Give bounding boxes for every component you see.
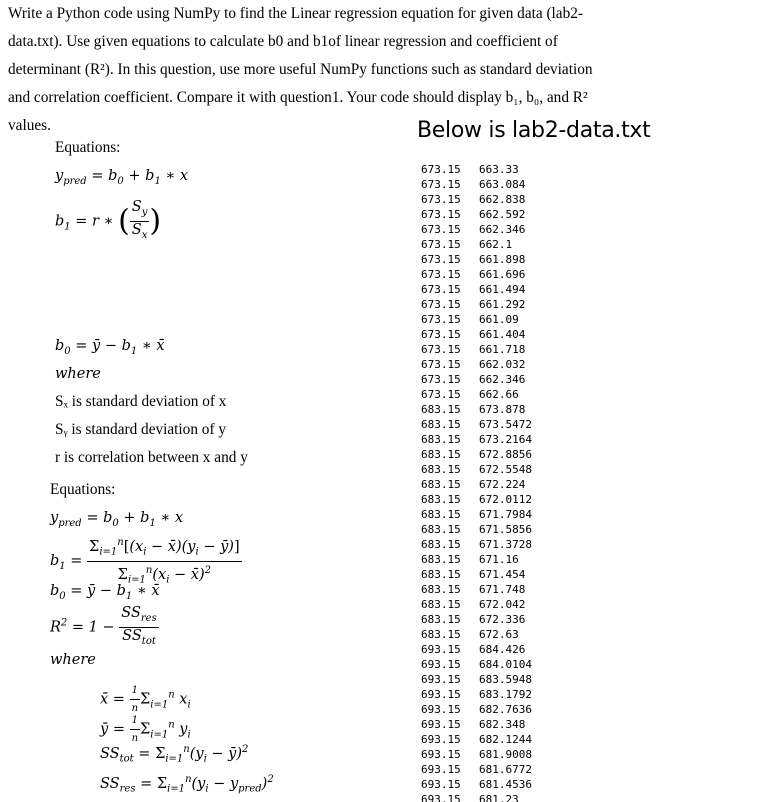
data-row <box>421 312 559 327</box>
data-y-value: 672.042 <box>479 598 526 611</box>
data-x-value: 683.15 <box>421 433 461 446</box>
data-x-value: 693.15 <box>421 703 461 716</box>
data-x-value: 673.15 <box>421 388 461 401</box>
data-row <box>421 357 559 372</box>
section1-heading: Equations: <box>55 139 121 156</box>
data-x-value: 693.15 <box>421 733 461 746</box>
data-x-value: 693.15 <box>421 793 461 802</box>
data-x-value: 693.15 <box>421 658 461 671</box>
data-y-value: 661.09 <box>479 313 519 326</box>
data-y-value: 661.292 <box>479 298 526 311</box>
data-x-value: 673.15 <box>421 373 461 386</box>
data-x-value: 683.15 <box>421 403 461 416</box>
data-row <box>421 642 559 657</box>
data-row <box>421 507 559 522</box>
data-row <box>421 552 559 567</box>
data-row <box>421 492 559 507</box>
data-y-value: 684.426 <box>479 643 526 656</box>
data-y-value: 681.4536 <box>479 778 532 791</box>
data-row <box>421 537 559 552</box>
data-y-value: 662.346 <box>479 223 526 236</box>
data-x-value: 693.15 <box>421 718 461 731</box>
data-row <box>421 327 559 342</box>
data-x-value: 683.15 <box>421 598 461 611</box>
data-x-value: 683.15 <box>421 628 461 641</box>
section1-eq-b0: $b_0$ = ȳ − $b_1$ ∗ x̄ <box>55 338 165 357</box>
data-row <box>421 462 559 477</box>
data-y-value: 672.0112 <box>479 493 532 506</box>
data-x-value: 673.15 <box>421 298 461 311</box>
data-y-value: 673.5472 <box>479 418 532 431</box>
data-row <box>421 417 559 432</box>
data-row <box>421 747 559 762</box>
data-x-value: 693.15 <box>421 748 461 761</box>
data-x-value: 673.15 <box>421 358 461 371</box>
section1-def-sx: Sₓ is standard deviation of x <box>55 393 227 410</box>
data-x-value: 683.15 <box>421 583 461 596</box>
data-row <box>421 252 559 267</box>
data-y-value: 663.33 <box>479 163 519 176</box>
section2-eq-ybar: ȳ = $\frac{1}{n}$ $\Sigma_{i=1}^n$ $y_i$ <box>100 712 191 747</box>
data-x-value: 673.15 <box>421 328 461 341</box>
data-y-value: 661.898 <box>479 253 526 266</box>
data-y-value: 671.7984 <box>479 508 532 521</box>
data-x-value: 693.15 <box>421 763 461 776</box>
data-y-value: 672.5548 <box>479 463 532 476</box>
data-row <box>421 342 559 357</box>
question-line: Write a Python code using NumPy to find the Linear regression equation for given data (lab2- <box>8 5 583 22</box>
data-row <box>421 777 559 792</box>
data-y-value: 672.63 <box>479 628 519 641</box>
data-x-value: 683.15 <box>421 568 461 581</box>
section1-eq-ypred: $y_{pred} = b_0 + b_1$ ∗ x <box>55 168 189 187</box>
section2-eq-xbar: x̄ = $\frac{1}{n}$ $\Sigma_{i=1}^n$ $x_i$ <box>100 682 191 717</box>
data-x-value: 673.15 <box>421 208 461 221</box>
section2-heading: Equations: <box>50 481 116 498</box>
data-x-value: 693.15 <box>421 778 461 791</box>
data-y-value: 673.878 <box>479 403 526 416</box>
data-y-value: 661.718 <box>479 343 526 356</box>
data-row <box>421 792 559 802</box>
dataset-title: Below is lab2-data.txt <box>417 118 651 143</box>
section1-where: where <box>55 366 101 382</box>
data-row <box>421 717 559 732</box>
data-row <box>421 222 559 237</box>
section2-eq-sstot: $SS_{tot} = \Sigma_{i=1}^n(y_i$ − ȳ)$^2$ <box>100 744 249 765</box>
data-y-value: 671.3728 <box>479 538 532 551</box>
data-y-value: 662.66 <box>479 388 519 401</box>
data-x-value: 673.15 <box>421 313 461 326</box>
data-x-value: 683.15 <box>421 523 461 536</box>
data-y-value: 663.084 <box>479 178 526 191</box>
section2-eq-r2: $R^2 = 1$ − $\frac{SS_{res}}{SS_{tot}}$ <box>50 605 157 647</box>
data-x-value: 673.15 <box>421 223 461 236</box>
data-y-value: 661.494 <box>479 283 526 296</box>
data-x-value: 673.15 <box>421 268 461 281</box>
data-x-value: 673.15 <box>421 253 461 266</box>
data-x-value: 673.15 <box>421 163 461 176</box>
data-y-value: 661.404 <box>479 328 526 341</box>
data-y-value: 684.0104 <box>479 658 532 671</box>
data-y-value: 672.224 <box>479 478 526 491</box>
data-row <box>421 372 559 387</box>
data-y-value: 682.1244 <box>479 733 532 746</box>
data-y-value: 662.592 <box>479 208 526 221</box>
data-y-value: 681.6772 <box>479 763 532 776</box>
data-row <box>421 267 559 282</box>
data-x-value: 673.15 <box>421 283 461 296</box>
data-row <box>421 597 559 612</box>
data-x-value: 683.15 <box>421 553 461 566</box>
data-row <box>421 282 559 297</box>
data-row <box>421 612 559 627</box>
data-y-value: 671.5856 <box>479 523 532 536</box>
data-x-value: 683.15 <box>421 538 461 551</box>
dataset-table <box>421 162 559 802</box>
data-row <box>421 522 559 537</box>
section2-eq-b1: $b_1$ = $\frac{\Sigma_{i=1}^n[(x_i - x̄)(y_i - ȳ)]}{\Sigma_{i=1}^n(x_i - x̄)^2}$ <box>50 534 242 588</box>
data-row <box>421 702 559 717</box>
question-line: values. <box>8 117 51 134</box>
data-x-value: 683.15 <box>421 478 461 491</box>
data-row <box>421 672 559 687</box>
data-row <box>421 582 559 597</box>
data-y-value: 673.2164 <box>479 433 532 446</box>
data-y-value: 682.7636 <box>479 703 532 716</box>
data-row <box>421 297 559 312</box>
data-y-value: 671.748 <box>479 583 526 596</box>
data-x-value: 683.15 <box>421 418 461 431</box>
data-y-value: 681.23 <box>479 793 519 802</box>
data-y-value: 672.336 <box>479 613 526 626</box>
data-x-value: 683.15 <box>421 463 461 476</box>
data-x-value: 683.15 <box>421 493 461 506</box>
data-y-value: 662.346 <box>479 373 526 386</box>
section2-where: where <box>50 652 96 668</box>
data-row <box>421 192 559 207</box>
data-x-value: 673.15 <box>421 238 461 251</box>
data-x-value: 683.15 <box>421 508 461 521</box>
data-row <box>421 567 559 582</box>
data-x-value: 673.15 <box>421 343 461 356</box>
section1-def-r: r is correlation between x and y <box>55 449 248 466</box>
data-row <box>421 657 559 672</box>
data-x-value: 683.15 <box>421 613 461 626</box>
section1-def-sy: Sᵧ is standard deviation of y <box>55 421 227 438</box>
data-row <box>421 177 559 192</box>
data-row <box>421 732 559 747</box>
data-y-value: 671.16 <box>479 553 519 566</box>
data-x-value: 673.15 <box>421 193 461 206</box>
data-x-value: 693.15 <box>421 688 461 701</box>
data-x-value: 693.15 <box>421 673 461 686</box>
section1-eq-b1: $b_1 = r$ ∗ ( $\frac{S_y}{S_x}$ ) <box>55 199 162 241</box>
data-y-value: 681.9008 <box>479 748 532 761</box>
data-row <box>421 762 559 777</box>
data-y-value: 662.032 <box>479 358 526 371</box>
data-row <box>421 432 559 447</box>
data-y-value: 683.5948 <box>479 673 532 686</box>
question-line: determinant (R²). In this question, use more useful NumPy functions such as standard deviation <box>8 61 593 78</box>
data-row <box>421 687 559 702</box>
data-row <box>421 477 559 492</box>
data-y-value: 672.8856 <box>479 448 532 461</box>
data-row <box>421 447 559 462</box>
data-y-value: 671.454 <box>479 568 526 581</box>
section2-eq-ssres: $SS_{res} = \Sigma_{i=1}^n(y_i - y_{pred})^2$ <box>100 774 274 795</box>
data-row <box>421 207 559 222</box>
data-row <box>421 387 559 402</box>
data-row <box>421 402 559 417</box>
question-line: data.txt). Use given equations to calculate b0 and b1of linear regression and coefficient of <box>8 33 558 50</box>
data-y-value: 683.1792 <box>479 688 532 701</box>
data-y-value: 682.348 <box>479 718 526 731</box>
question-line: and correlation coefficient. Compare it with question1. Your code should display b₁, b₀, and R² <box>8 89 588 106</box>
section2-eq-ypred: $y_{pred} = b_0 + b_1$ ∗ x <box>50 510 184 529</box>
data-x-value: 693.15 <box>421 643 461 656</box>
data-y-value: 661.696 <box>479 268 526 281</box>
data-y-value: 662.1 <box>479 238 513 251</box>
data-x-value: 683.15 <box>421 448 461 461</box>
data-row <box>421 162 559 177</box>
data-x-value: 673.15 <box>421 178 461 191</box>
section2-eq-b0: $b_0$ = ȳ − $b_1$ ∗ x̄ <box>50 583 160 602</box>
data-row <box>421 237 559 252</box>
data-row <box>421 627 559 642</box>
data-y-value: 662.838 <box>479 193 526 206</box>
